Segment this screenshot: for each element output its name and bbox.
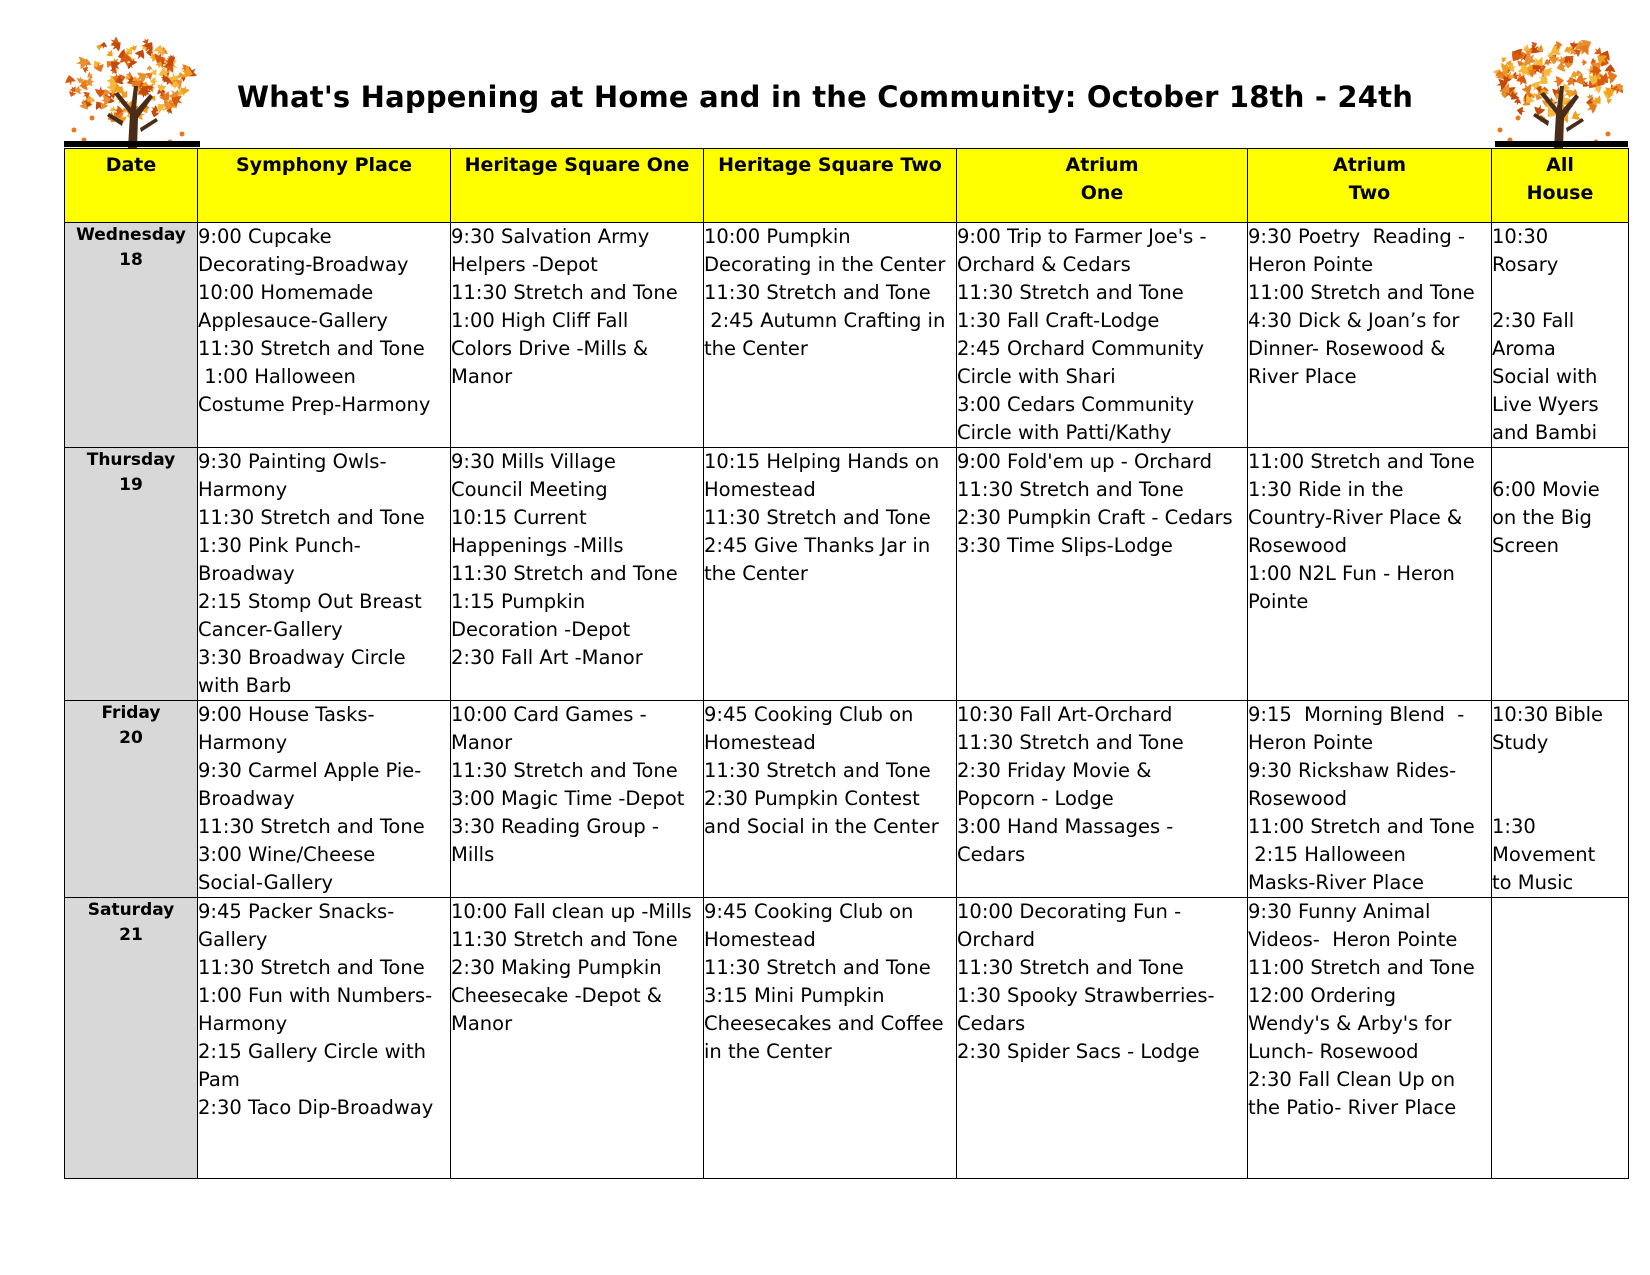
event-line: Social with	[1492, 365, 1598, 388]
event-line: 9:45 Packer Snacks-	[198, 900, 395, 923]
event-line: 10:00 Pumpkin	[704, 225, 851, 248]
header-atrium-two-line: Atrium	[1333, 154, 1406, 176]
event-line: Pointe	[1248, 590, 1309, 613]
event-line: 3:00 Hand Massages -	[957, 815, 1174, 838]
event-line: Dinner- Rosewood &	[1248, 337, 1446, 360]
day-number: 18	[119, 250, 143, 270]
event-line: Decoration -Depot	[451, 618, 631, 641]
header-symphony-place: Symphony Place	[198, 149, 451, 223]
event-line: 9:00 House Tasks-	[198, 703, 375, 726]
event-line: 4:30 Dick & Joan’s for	[1248, 309, 1460, 332]
event-line: Cedars	[957, 1012, 1026, 1035]
event-line: Harmony	[198, 478, 288, 501]
event-cell-heritage-one	[451, 448, 704, 701]
event-line: and Social in the Center	[704, 815, 939, 838]
day-number: 20	[119, 728, 143, 748]
event-line: 2:30 Spider Sacs - Lodge	[957, 1040, 1200, 1063]
event-line: 3:30 Time Slips-Lodge	[957, 534, 1173, 557]
event-cell-all-house	[1492, 898, 1629, 1179]
event-line: Helpers -Depot	[451, 253, 598, 276]
event-line: Manor	[451, 731, 513, 754]
event-line: 11:30 Stretch and Tone	[198, 815, 425, 838]
event-line: 11:30 Stretch and Tone	[704, 956, 931, 979]
event-line: in the Center	[704, 1040, 832, 1063]
event-line: Manor	[451, 365, 513, 388]
event-cell-atrium-two	[1248, 223, 1492, 448]
event-line: Screen	[1492, 534, 1560, 557]
event-line: 9:30 Funny Animal	[1248, 900, 1431, 923]
event-line: Orchard & Cedars	[957, 253, 1131, 276]
event-line: 2:15 Gallery Circle with	[198, 1040, 426, 1063]
event-line: 2:30 Fall Art -Manor	[451, 646, 643, 669]
header-date: Date	[65, 149, 198, 223]
event-line: 10:30 Bible	[1492, 703, 1603, 726]
event-cell-all-house	[1492, 448, 1629, 701]
event-cell-symphony	[198, 448, 451, 701]
date-cell	[65, 223, 198, 448]
event-line: 3:00 Cedars Community	[957, 393, 1195, 416]
event-line: on the Big	[1492, 506, 1592, 529]
event-line: Homestead	[704, 731, 816, 754]
event-line: 9:30 Salvation Army	[451, 225, 650, 248]
event-line: Heron Pointe	[1248, 731, 1374, 754]
table-row	[65, 223, 1629, 448]
event-line	[1492, 279, 1628, 307]
day-name: Saturday	[87, 900, 175, 920]
event-line: 11:30 Stretch and Tone	[704, 759, 931, 782]
header-all-house-line: House	[1526, 182, 1594, 204]
event-line: 2:45 Orchard Community	[957, 337, 1205, 360]
event-line: 1:00 N2L Fun - Heron	[1248, 562, 1455, 585]
event-line: Cheesecake -Depot &	[451, 984, 662, 1007]
day-name: Friday	[101, 703, 161, 723]
event-line: 2:15 Stomp Out Breast	[198, 590, 422, 613]
event-cell-atrium-one	[957, 898, 1248, 1179]
event-line: Cancer-Gallery	[198, 618, 343, 641]
table-row	[65, 898, 1629, 1179]
event-line: Circle with Patti/Kathy	[957, 421, 1172, 444]
event-line: Study	[1492, 731, 1549, 754]
event-line: Country-River Place &	[1248, 506, 1463, 529]
event-line: 11:00 Stretch and Tone	[1248, 281, 1475, 304]
page-title: What's Happening at Home and in the Community: October 18th - 24th	[236, 80, 1414, 114]
event-line: 2:45 Give Thanks Jar in	[704, 534, 931, 557]
event-line: 11:30 Stretch and Tone	[198, 506, 425, 529]
event-line: 9:15 Morning Blend -	[1248, 703, 1465, 726]
event-line	[1492, 757, 1628, 785]
event-line: Rosewood	[1248, 534, 1347, 557]
event-line: with Barb	[198, 674, 292, 697]
event-line: 1:15 Pumpkin	[451, 590, 586, 613]
day-name: Wednesday	[76, 225, 186, 245]
table-row	[65, 448, 1629, 701]
event-line: 1:00 Fun with Numbers-	[198, 984, 433, 1007]
event-line: Cheesecakes and Coffee	[704, 1012, 944, 1035]
event-line: the Center	[704, 337, 808, 360]
event-cell-symphony	[198, 223, 451, 448]
event-line: 11:30 Stretch and Tone	[704, 281, 931, 304]
event-line: 9:00 Trip to Farmer Joe's -	[957, 225, 1207, 248]
event-line: to Music	[1492, 871, 1574, 894]
event-line: 9:00 Fold'em up - Orchard	[957, 450, 1212, 473]
event-line: Happenings -Mills	[451, 534, 624, 557]
event-cell-heritage-two	[704, 448, 957, 701]
event-cell-heritage-two	[704, 701, 957, 898]
event-line: 3:30 Reading Group -	[451, 815, 659, 838]
event-line: Movement	[1492, 843, 1596, 866]
right-tree-ground-bar	[1495, 141, 1628, 147]
event-cell-heritage-one	[451, 701, 704, 898]
autumn-tree-icon	[62, 30, 200, 148]
date-cell	[65, 898, 198, 1179]
event-line: Costume Prep-Harmony	[198, 393, 431, 416]
event-line	[1492, 785, 1628, 813]
left-tree-ground-bar	[64, 141, 200, 147]
event-line: Pam	[198, 1068, 240, 1091]
day-number: 21	[119, 925, 143, 945]
event-line: 11:30 Stretch and Tone	[451, 562, 678, 585]
event-line: 2:30 Making Pumpkin	[451, 956, 662, 979]
event-line: Heron Pointe	[1248, 253, 1374, 276]
header-atrium-two	[1248, 149, 1492, 223]
event-line: Homestead	[704, 928, 816, 951]
event-cell-all-house	[1492, 223, 1629, 448]
event-line: Masks-River Place	[1248, 871, 1424, 894]
event-line: 10:00 Fall clean up -Mills	[451, 900, 692, 923]
event-line: Harmony	[198, 1012, 288, 1035]
event-line: 10:15 Helping Hands on	[704, 450, 940, 473]
event-line: Circle with Shari	[957, 365, 1116, 388]
event-line: Decorating-Broadway	[198, 253, 409, 276]
event-cell-heritage-one	[451, 898, 704, 1179]
event-line: 10:15 Current	[451, 506, 587, 529]
day-number: 19	[119, 475, 143, 495]
header-all-house	[1492, 149, 1629, 223]
header-row	[65, 149, 1629, 223]
header-atrium-one-line: Atrium	[1065, 154, 1139, 176]
event-line: Aroma	[1492, 337, 1556, 360]
date-cell	[65, 701, 198, 898]
event-cell-atrium-one	[957, 223, 1248, 448]
event-line: 3:30 Broadway Circle	[198, 646, 406, 669]
header-heritage-square-one: Heritage Square One	[451, 149, 704, 223]
event-line: 2:30 Pumpkin Craft - Cedars	[957, 506, 1233, 529]
event-line: Popcorn - Lodge	[957, 787, 1114, 810]
event-line: 11:30 Stretch and Tone	[704, 506, 931, 529]
event-cell-heritage-two	[704, 898, 957, 1179]
date-cell	[65, 448, 198, 701]
autumn-tree-icon	[1488, 30, 1626, 148]
event-line: 10:30	[1492, 225, 1549, 248]
event-line: 11:30 Stretch and Tone	[451, 928, 678, 951]
header-atrium-two-line: Two	[1348, 182, 1391, 204]
event-line: 1:30 Ride in the	[1248, 478, 1404, 501]
event-line: Social-Gallery	[198, 871, 334, 894]
schedule-table	[64, 148, 1629, 1179]
event-line: 3:15 Mini Pumpkin	[704, 984, 885, 1007]
event-line: 1:00 High Cliff Fall	[451, 309, 629, 332]
event-line: 6:00 Movie	[1492, 478, 1600, 501]
event-line: 11:30 Stretch and Tone	[957, 956, 1184, 979]
event-line: 9:30 Carmel Apple Pie-	[198, 759, 422, 782]
event-line: 9:45 Cooking Club on	[704, 900, 914, 923]
event-line: and Bambi	[1492, 421, 1598, 444]
event-line: 2:30 Pumpkin Contest	[704, 787, 920, 810]
event-line: 1:30 Fall Craft-Lodge	[957, 309, 1160, 332]
event-line: 9:30 Rickshaw Rides-	[1248, 759, 1457, 782]
event-cell-atrium-one	[957, 448, 1248, 701]
event-line: Orchard	[957, 928, 1036, 951]
event-line: Harmony	[198, 731, 288, 754]
event-line: the Patio- River Place	[1248, 1096, 1457, 1119]
event-line: Applesauce-Gallery	[198, 309, 388, 332]
event-line: 1:30 Pink Punch-	[198, 534, 361, 557]
event-line: 2:30 Fall Clean Up on	[1248, 1068, 1456, 1091]
event-line: 10:30 Fall Art-Orchard	[957, 703, 1173, 726]
event-line: Broadway	[198, 562, 295, 585]
event-line: Mills	[451, 843, 495, 866]
event-line: 9:45 Cooking Club on	[704, 703, 914, 726]
event-cell-atrium-two	[1248, 448, 1492, 701]
event-cell-symphony	[198, 898, 451, 1179]
event-line: 9:00 Cupcake	[198, 225, 332, 248]
event-line: Homestead	[704, 478, 816, 501]
event-line: Council Meeting	[451, 478, 608, 501]
event-line: 1:30	[1492, 815, 1536, 838]
event-line: 1:00 Halloween	[198, 365, 356, 388]
event-line: Rosary	[1492, 253, 1559, 276]
event-cell-all-house	[1492, 701, 1629, 898]
event-line: 3:00 Magic Time -Depot	[451, 787, 685, 810]
day-name: Thursday	[86, 450, 176, 470]
event-line: 2:30 Fall	[1492, 309, 1575, 332]
event-line: 11:00 Stretch and Tone	[1248, 956, 1475, 979]
event-line: Lunch- Rosewood	[1248, 1040, 1419, 1063]
header-heritage-square-two: Heritage Square Two	[704, 149, 957, 223]
event-line: 12:00 Ordering	[1248, 984, 1396, 1007]
event-line: 2:45 Autumn Crafting in	[704, 309, 946, 332]
event-line: 11:30 Stretch and Tone	[198, 956, 425, 979]
event-line: 9:30 Mills Village	[451, 450, 616, 473]
event-line: 11:30 Stretch and Tone	[198, 337, 425, 360]
event-line: 11:30 Stretch and Tone	[957, 731, 1184, 754]
event-cell-atrium-two	[1248, 701, 1492, 898]
event-cell-symphony	[198, 701, 451, 898]
event-line: Colors Drive -Mills &	[451, 337, 649, 360]
event-line	[1492, 448, 1628, 476]
event-line: 2:15 Halloween	[1248, 843, 1406, 866]
event-line: Gallery	[198, 928, 268, 951]
event-line: 2:30 Taco Dip-Broadway	[198, 1096, 434, 1119]
event-line: 11:00 Stretch and Tone	[1248, 450, 1475, 473]
event-line: 11:30 Stretch and Tone	[957, 281, 1184, 304]
table-row	[65, 701, 1629, 898]
event-line: Rosewood	[1248, 787, 1347, 810]
event-line: 3:00 Wine/Cheese	[198, 843, 376, 866]
event-line: 11:00 Stretch and Tone	[1248, 815, 1475, 838]
event-line: 9:30 Painting Owls-	[198, 450, 387, 473]
event-line: 10:00 Card Games -	[451, 703, 647, 726]
header-atrium-one	[957, 149, 1248, 223]
event-line: the Center	[704, 562, 808, 585]
event-line: 11:30 Stretch and Tone	[957, 478, 1184, 501]
event-line: 2:30 Friday Movie &	[957, 759, 1152, 782]
event-line: Live Wyers	[1492, 393, 1599, 416]
event-line: 11:30 Stretch and Tone	[451, 759, 678, 782]
event-line: 9:30 Poetry Reading -	[1248, 225, 1465, 248]
event-cell-atrium-two	[1248, 898, 1492, 1179]
header-all-house-line: All	[1546, 154, 1574, 176]
event-line: Cedars	[957, 843, 1026, 866]
event-line: River Place	[1248, 365, 1357, 388]
header-atrium-one-line: One	[1080, 182, 1124, 204]
event-line: 1:30 Spooky Strawberries-	[957, 984, 1215, 1007]
event-line: 10:00 Homemade	[198, 281, 374, 304]
event-cell-heritage-two	[704, 223, 957, 448]
event-cell-atrium-one	[957, 701, 1248, 898]
event-line: 10:00 Decorating Fun -	[957, 900, 1182, 923]
event-line: 11:30 Stretch and Tone	[451, 281, 678, 304]
event-line: Manor	[451, 1012, 513, 1035]
event-line: Wendy's & Arby's for	[1248, 1012, 1452, 1035]
event-cell-heritage-one	[451, 223, 704, 448]
event-line: Videos- Heron Pointe	[1248, 928, 1458, 951]
event-line: Broadway	[198, 787, 295, 810]
event-line: Decorating in the Center	[704, 253, 946, 276]
